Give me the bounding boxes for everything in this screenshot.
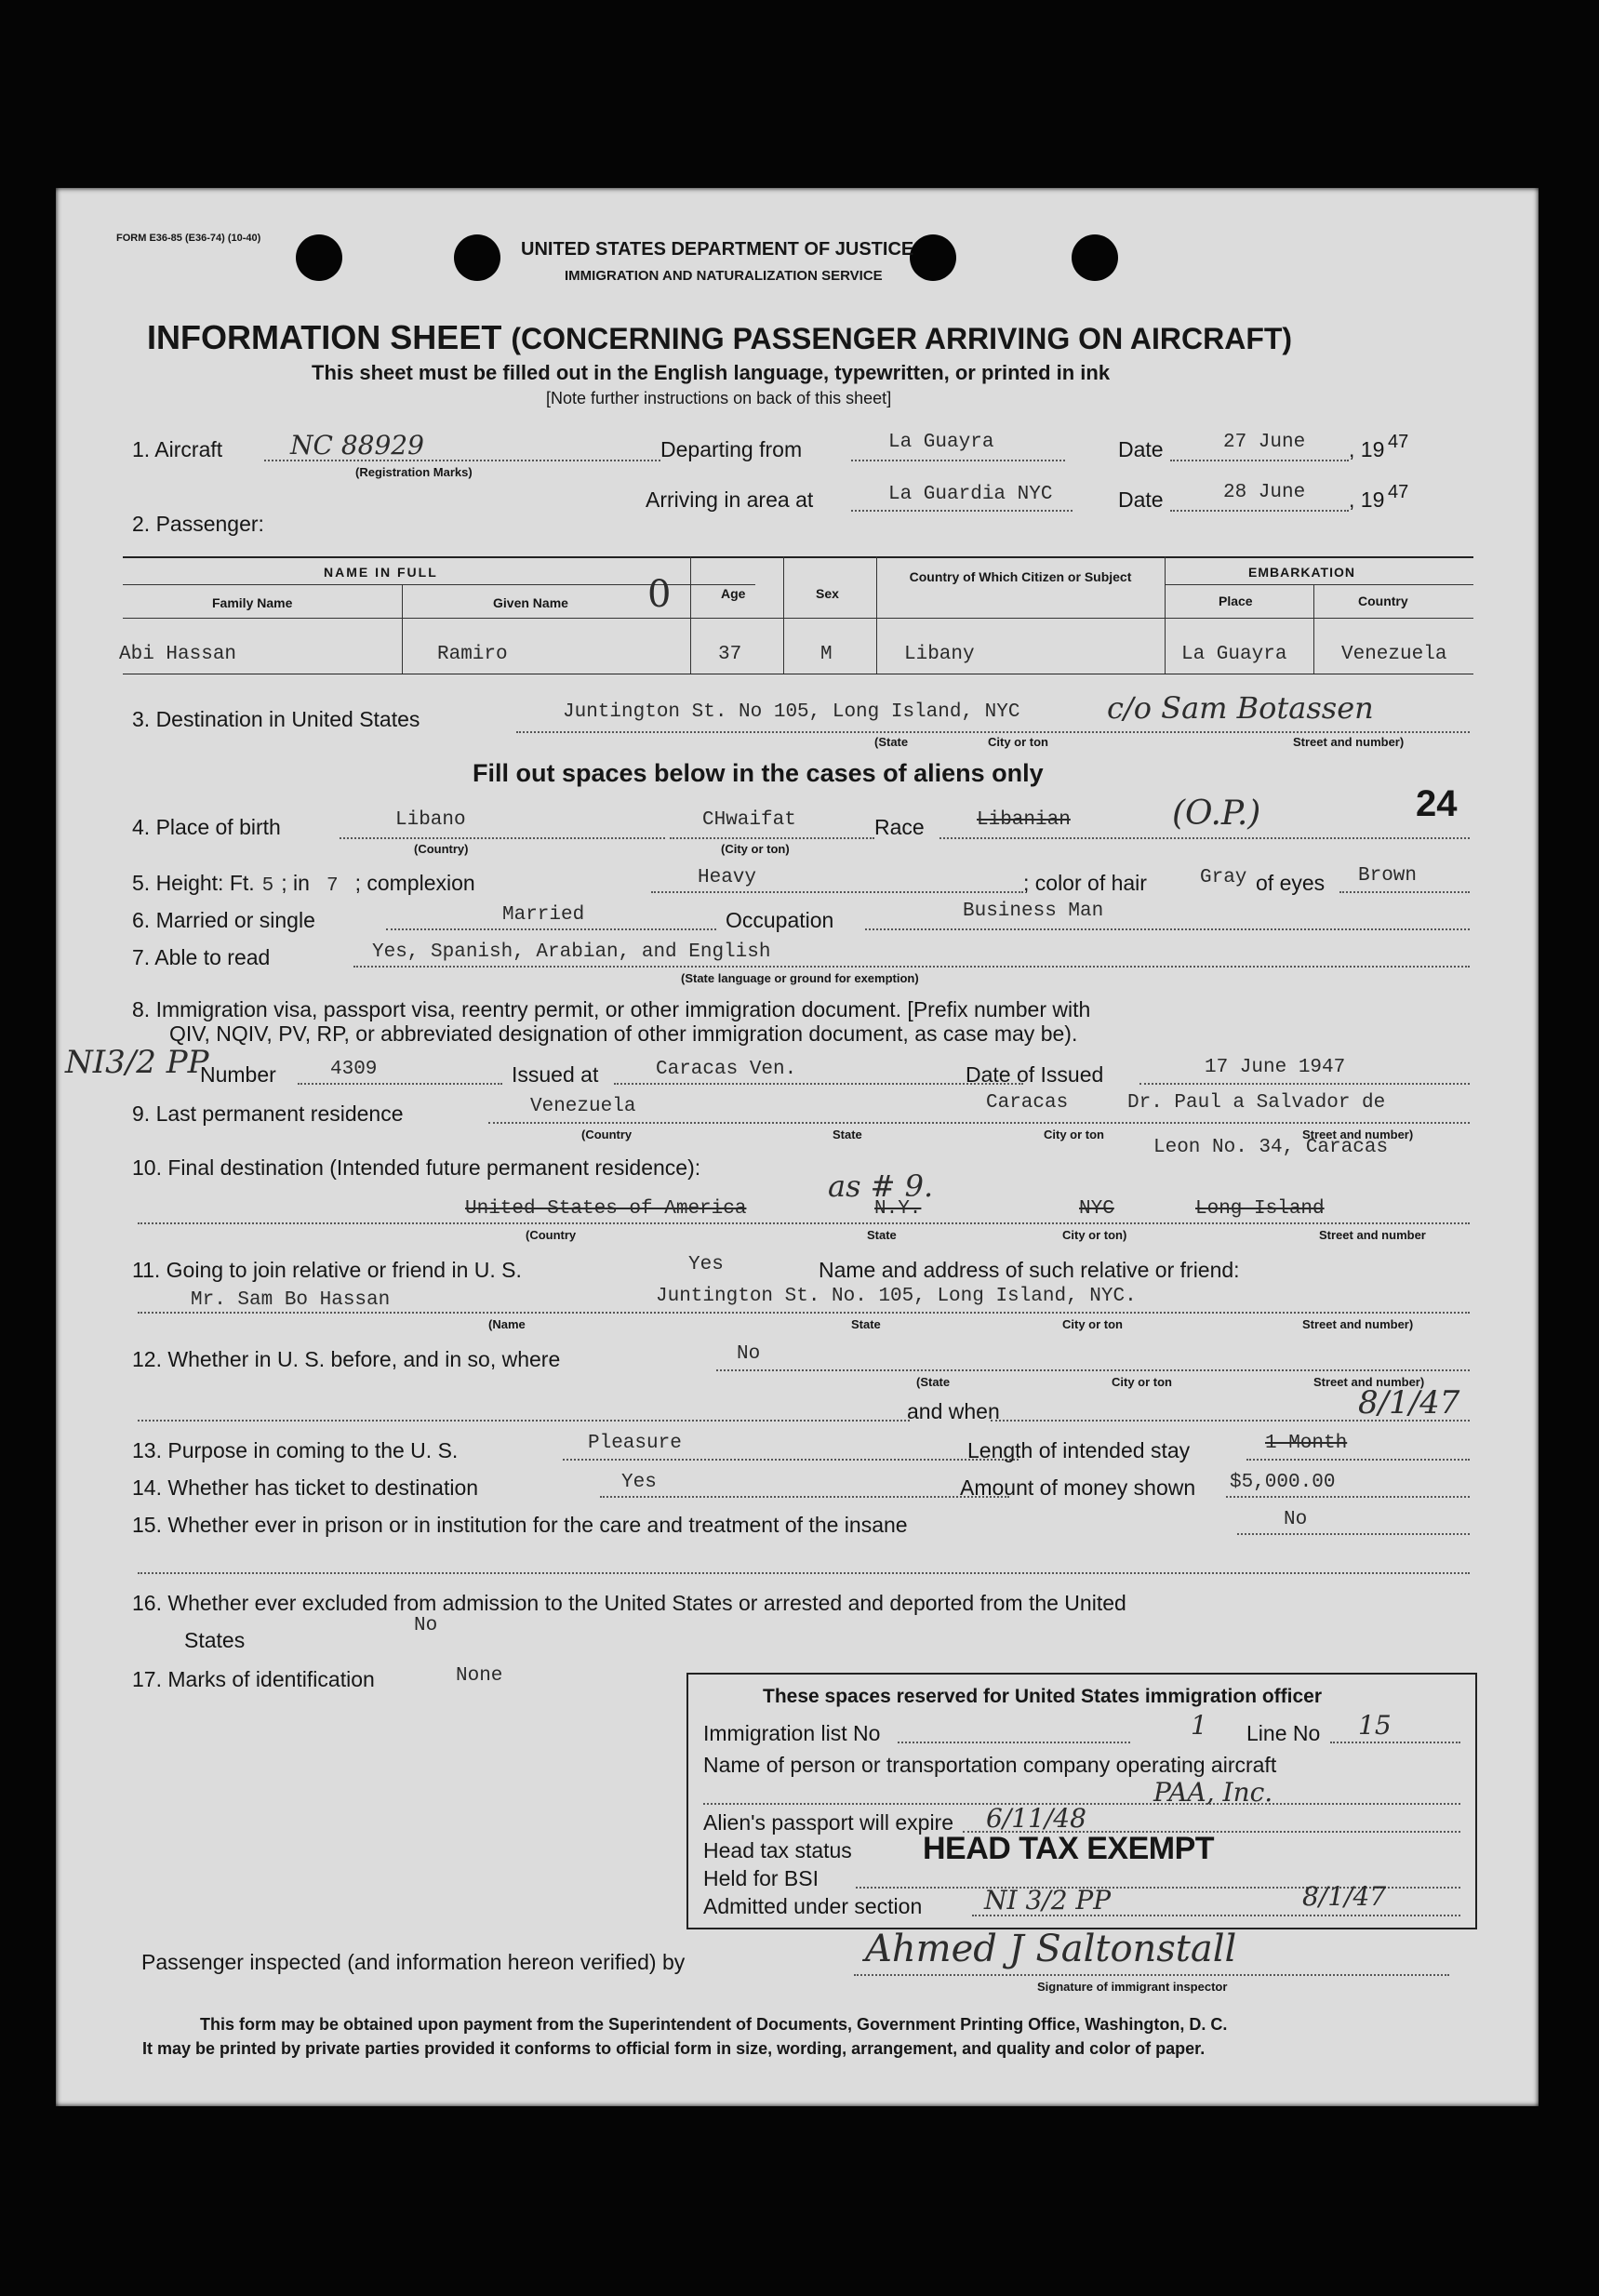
caption-state: (State (916, 1375, 951, 1389)
embarkation-header: EMBARKATION (1248, 565, 1355, 580)
caption-city: City or ton (1062, 1317, 1123, 1331)
department-name: UNITED STATES DEPARTMENT OF JUSTICE (521, 239, 914, 260)
punch-hole (454, 234, 500, 281)
immigration-list-value: 1 (1191, 1710, 1207, 1741)
caption-country: (Country (526, 1228, 577, 1242)
dotted-leader (854, 1974, 1449, 1976)
table-rule (1165, 584, 1473, 585)
caption-city: City or ton (1044, 1128, 1104, 1141)
join-relative-value: Yes (688, 1254, 724, 1275)
footer-line1: This form may be obtained upon payment from the Superintendent of Documents, Government Printing Office, Washington, D. C. (200, 2015, 1228, 2034)
excluded-line1: 16. Whether ever excluded from admission to the United States or arrested and deported from the United (132, 1591, 1126, 1615)
year-prefix: , 19 (1349, 487, 1385, 512)
excluded-line2: States (184, 1628, 246, 1652)
height-label: 5. Height: Ft. 5 ; in 7 ; complexion (132, 871, 475, 897)
place-of-birth-label: 4. Place of birth (132, 815, 281, 839)
family-name-header: Family Name (212, 595, 293, 610)
passport-expire-value: 6/11/48 (986, 1803, 1086, 1834)
company-label: Name of person or transportation company operating aircraft (703, 1753, 1277, 1777)
race-handwritten: (O.P.) (1172, 794, 1261, 833)
departing-date: 27 June (1223, 432, 1306, 453)
able-to-read-value: Yes, Spanish, Arabian, and English (372, 941, 771, 963)
dotted-leader (865, 928, 1470, 930)
dotted-leader (1330, 1742, 1460, 1743)
aliens-heading: Fill out spaces below in the cases of aliens only (473, 759, 1044, 787)
date-issued-value: 17 June 1947 (1205, 1057, 1346, 1078)
dotted-leader (138, 1420, 910, 1422)
and-when-label: and when (907, 1399, 1000, 1423)
dotted-leader (138, 1312, 1470, 1314)
race-value: Libanian (977, 809, 1071, 831)
eyes-label: of eyes (1256, 871, 1326, 895)
caption-city: (City or ton) (721, 842, 790, 856)
occupation-value: Business Man (963, 901, 1104, 922)
table-divider (1165, 556, 1166, 674)
instruction-line: This sheet must be filled out in the English language, typewritten, or printed in ink (312, 361, 1111, 384)
final-destination-city: NYC (1079, 1198, 1114, 1220)
form-number-stamp: 24 (1416, 783, 1458, 824)
inspector-signature: Ahmed J Saltonstall (865, 1928, 1237, 1970)
dotted-leader (1170, 510, 1349, 512)
embark-place-value: La Guayra (1181, 644, 1287, 665)
inspected-label: Passenger inspected (and information hereon verified) by (141, 1950, 686, 1974)
head-tax-stamp: HEAD TAX EXEMPT (923, 1831, 1215, 1866)
dotted-leader (614, 1083, 1023, 1085)
hair-label: ; color of hair (1023, 871, 1147, 895)
complexion-value: Heavy (698, 867, 757, 888)
table-top-rule (123, 556, 1473, 558)
marital-value: Married (502, 904, 585, 926)
caption-state: State (833, 1128, 862, 1141)
arriving-date: 28 June (1223, 482, 1306, 503)
final-destination-country: United States of America (465, 1198, 747, 1220)
join-relative-label: 11. Going to join relative or friend in U. S. (132, 1258, 522, 1282)
departing-year: 47 (1388, 432, 1409, 452)
handwritten-mark: 0 (647, 573, 672, 616)
dotted-leader (1139, 1083, 1470, 1085)
prison-label: 15. Whether ever in prison or in institution for the care and treatment of the insane (132, 1513, 908, 1537)
dotted-leader (353, 966, 1470, 968)
ticket-value: Yes (621, 1472, 657, 1493)
table-divider (402, 584, 403, 674)
footer-line2: It may be printed by private parties provided it conforms to official form in size, wording, arrangement, and quality and color of paper. (142, 2039, 1206, 2058)
punch-hole (296, 234, 342, 281)
dotted-leader (851, 460, 1065, 461)
arriving-label: Arriving in area at (646, 487, 814, 512)
caption-country: (Country) (414, 842, 469, 856)
table-rule (123, 618, 1473, 619)
departing-label: Departing from (660, 437, 803, 461)
caption-street: Street and number) (1302, 1317, 1414, 1331)
caption-city: City or ton (988, 735, 1048, 749)
final-destination-label: 10. Final destination (Intended future permanent residence): (132, 1155, 701, 1180)
name-in-full-header: NAME IN FULL (324, 565, 438, 580)
date-label: Date (1118, 487, 1164, 512)
birth-country-value: Libano (395, 809, 466, 831)
year-prefix: , 19 (1349, 437, 1385, 461)
instruction-note: [Note further instructions on back of this sheet] (546, 389, 892, 407)
line-no-value: 15 (1358, 1710, 1392, 1741)
dotted-leader (1237, 1533, 1470, 1535)
punch-hole (1072, 234, 1118, 281)
table-divider (690, 556, 691, 674)
age-header: Age (721, 586, 746, 601)
last-residence-street: Dr. Paul a Salvador de (1127, 1092, 1386, 1114)
place-header: Place (1219, 594, 1253, 608)
purpose-value: Pleasure (588, 1433, 682, 1454)
prison-value: No (1284, 1509, 1308, 1530)
marital-label: 6. Married or single (132, 908, 315, 932)
last-residence-street-2: Leon No. 34, Caracas (1153, 1137, 1389, 1158)
us-before-value: No (737, 1343, 761, 1365)
dotted-leader (600, 1496, 1009, 1498)
dotted-leader (563, 1459, 1019, 1461)
dotted-leader (1339, 891, 1470, 893)
dotted-leader (1226, 1496, 1470, 1498)
marks-label: 17. Marks of identification (132, 1667, 375, 1691)
last-residence-city: Caracas (986, 1092, 1069, 1114)
caption-state: State (851, 1317, 881, 1331)
date-issued-label: Date of Issued (966, 1062, 1104, 1087)
item8-line2: QIV, NQIV, PV, RP, or abbreviated designation of other immigration document, as case may be). (169, 1021, 1078, 1046)
registration-caption: (Registration Marks) (355, 465, 473, 479)
caption-street: Street and number) (1293, 735, 1405, 749)
relative-address-value: Juntington St. No. 105, Long Island, NYC. (656, 1286, 1137, 1307)
caption-city: City or ton (1112, 1375, 1172, 1389)
dotted-leader (1246, 1459, 1470, 1461)
service-name: IMMIGRATION AND NATURALIZATION SERVICE (565, 268, 883, 284)
dotted-leader (138, 1572, 1470, 1574)
race-label: Race (874, 815, 925, 839)
admitted-date: 8/1/47 (1302, 1881, 1387, 1912)
passenger-label: 2. Passenger: (132, 512, 264, 536)
final-destination-state: N.Y. (874, 1198, 922, 1220)
dotted-leader (386, 928, 716, 930)
dotted-leader (851, 510, 1073, 512)
given-name-header: Given Name (493, 595, 568, 610)
stay-label: Length of intended stay (967, 1438, 1191, 1462)
page-title: INFORMATION SHEET (CONCERNING PASSENGER ARRIVING ON AIRCRAFT) (147, 318, 1293, 356)
bsi-label: Held for BSI (703, 1866, 819, 1890)
embark-country-header: Country (1358, 594, 1408, 608)
aircraft-value: NC 88929 (290, 430, 424, 461)
dotted-leader (340, 837, 665, 839)
dotted-leader (651, 891, 1023, 893)
dotted-leader (488, 1122, 1470, 1124)
money-label: Amount of money shown (960, 1475, 1196, 1500)
arriving-year: 47 (1388, 482, 1409, 502)
final-destination-street: Long Island (1195, 1198, 1325, 1220)
dotted-leader (972, 1915, 1460, 1916)
table-divider (876, 556, 877, 674)
family-name-value: Abi Hassan (119, 644, 237, 665)
admitted-label: Admitted under section (703, 1894, 923, 1918)
table-divider (1313, 584, 1314, 674)
passport-expire-label: Alien's passport will expire (703, 1810, 954, 1835)
visa-number-value: 4309 (330, 1059, 378, 1080)
visa-number-label: Number (200, 1062, 276, 1087)
table-divider (783, 556, 784, 674)
issued-at-value: Caracas Ven. (656, 1059, 797, 1080)
citizen-value: Libany (904, 644, 975, 665)
head-tax-label: Head tax status (703, 1838, 852, 1862)
age-value: 37 (718, 644, 742, 665)
company-value: PAA, Inc. (1153, 1777, 1273, 1808)
date-label: Date (1118, 437, 1164, 461)
immigration-list-label: Immigration list No (703, 1721, 881, 1745)
when-handwritten: 8/1/47 (1358, 1384, 1460, 1422)
punch-hole (910, 234, 956, 281)
caption-street: Street and number) (1313, 1375, 1425, 1389)
aircraft-label: 1. Aircraft (132, 437, 223, 461)
given-name-value: Ramiro (437, 644, 508, 665)
dotted-leader (939, 837, 1470, 839)
destination-handwritten: c/o Sam Botassen (1107, 690, 1374, 726)
caption-country: (Country (581, 1128, 633, 1141)
country-header: Country of Which Citizen or Subject (909, 569, 1132, 584)
marks-value: None (456, 1665, 503, 1687)
arriving-value: La Guardia NYC (888, 484, 1053, 505)
excluded-value: No (414, 1615, 438, 1636)
dotted-leader (1170, 460, 1349, 461)
destination-value: Juntington St. No 105, Long Island, NYC (563, 701, 1020, 723)
last-residence-country: Venezuela (530, 1096, 636, 1117)
caption-state: (State (874, 735, 909, 749)
margin-handwritten: NI3/2 PP (65, 1044, 209, 1081)
money-value: $5,000.00 (1230, 1472, 1336, 1493)
dotted-leader (716, 1369, 1470, 1371)
last-residence-label: 9. Last permanent residence (132, 1101, 404, 1126)
embark-country-value: Venezuela (1341, 644, 1447, 665)
purpose-label: 13. Purpose in coming to the U. S. (132, 1438, 459, 1462)
information-sheet (56, 188, 1539, 2106)
line-no-label: Line No (1246, 1721, 1321, 1745)
caption-street: Street and number (1319, 1228, 1426, 1242)
admitted-value: NI 3/2 PP (984, 1885, 1112, 1916)
signature-caption: Signature of immigrant inspector (1037, 1980, 1228, 1994)
dotted-leader (898, 1742, 1130, 1743)
eyes-value: Brown (1358, 865, 1418, 887)
caption-state: State (867, 1228, 897, 1242)
departing-value: La Guayra (888, 432, 994, 453)
form-number: FORM E36-85 (E36-74) (10-40) (116, 233, 261, 244)
sex-header: Sex (816, 586, 839, 601)
occupation-label: Occupation (726, 908, 834, 932)
dotted-leader (298, 1083, 502, 1085)
final-destination-handwritten: as # 9. (828, 1168, 934, 1204)
ticket-label: 14. Whether has ticket to destination (132, 1475, 479, 1500)
dotted-leader (670, 837, 874, 839)
able-to-read-label: 7. Able to read (132, 945, 271, 969)
sex-value: M (820, 644, 833, 665)
destination-label: 3. Destination in United States (132, 707, 420, 731)
caption-city: City or ton) (1062, 1228, 1127, 1242)
stay-value: 1 Month (1265, 1433, 1348, 1454)
dotted-leader (264, 460, 660, 461)
caption-language: (State language or ground for exemption) (681, 971, 919, 985)
relative-name-value: Mr. Sam Bo Hassan (191, 1289, 391, 1311)
relative-name-label: Name and address of such relative or friend: (819, 1258, 1240, 1282)
birth-city-value: CHwaifat (702, 809, 796, 831)
hair-value: Gray (1200, 867, 1247, 888)
dotted-leader (138, 1222, 1470, 1224)
caption-name: (Name (488, 1317, 526, 1331)
officer-box-title: These spaces reserved for United States immigration officer (763, 1686, 1323, 1707)
dotted-leader (516, 731, 1470, 733)
issued-at-label: Issued at (512, 1062, 599, 1087)
us-before-label: 12. Whether in U. S. before, and in so, where (132, 1347, 561, 1371)
item8-line1: 8. Immigration visa, passport visa, reentry permit, or other immigration document. [Prefix number with (132, 997, 1091, 1021)
caption-street: Street and number) (1302, 1128, 1414, 1141)
